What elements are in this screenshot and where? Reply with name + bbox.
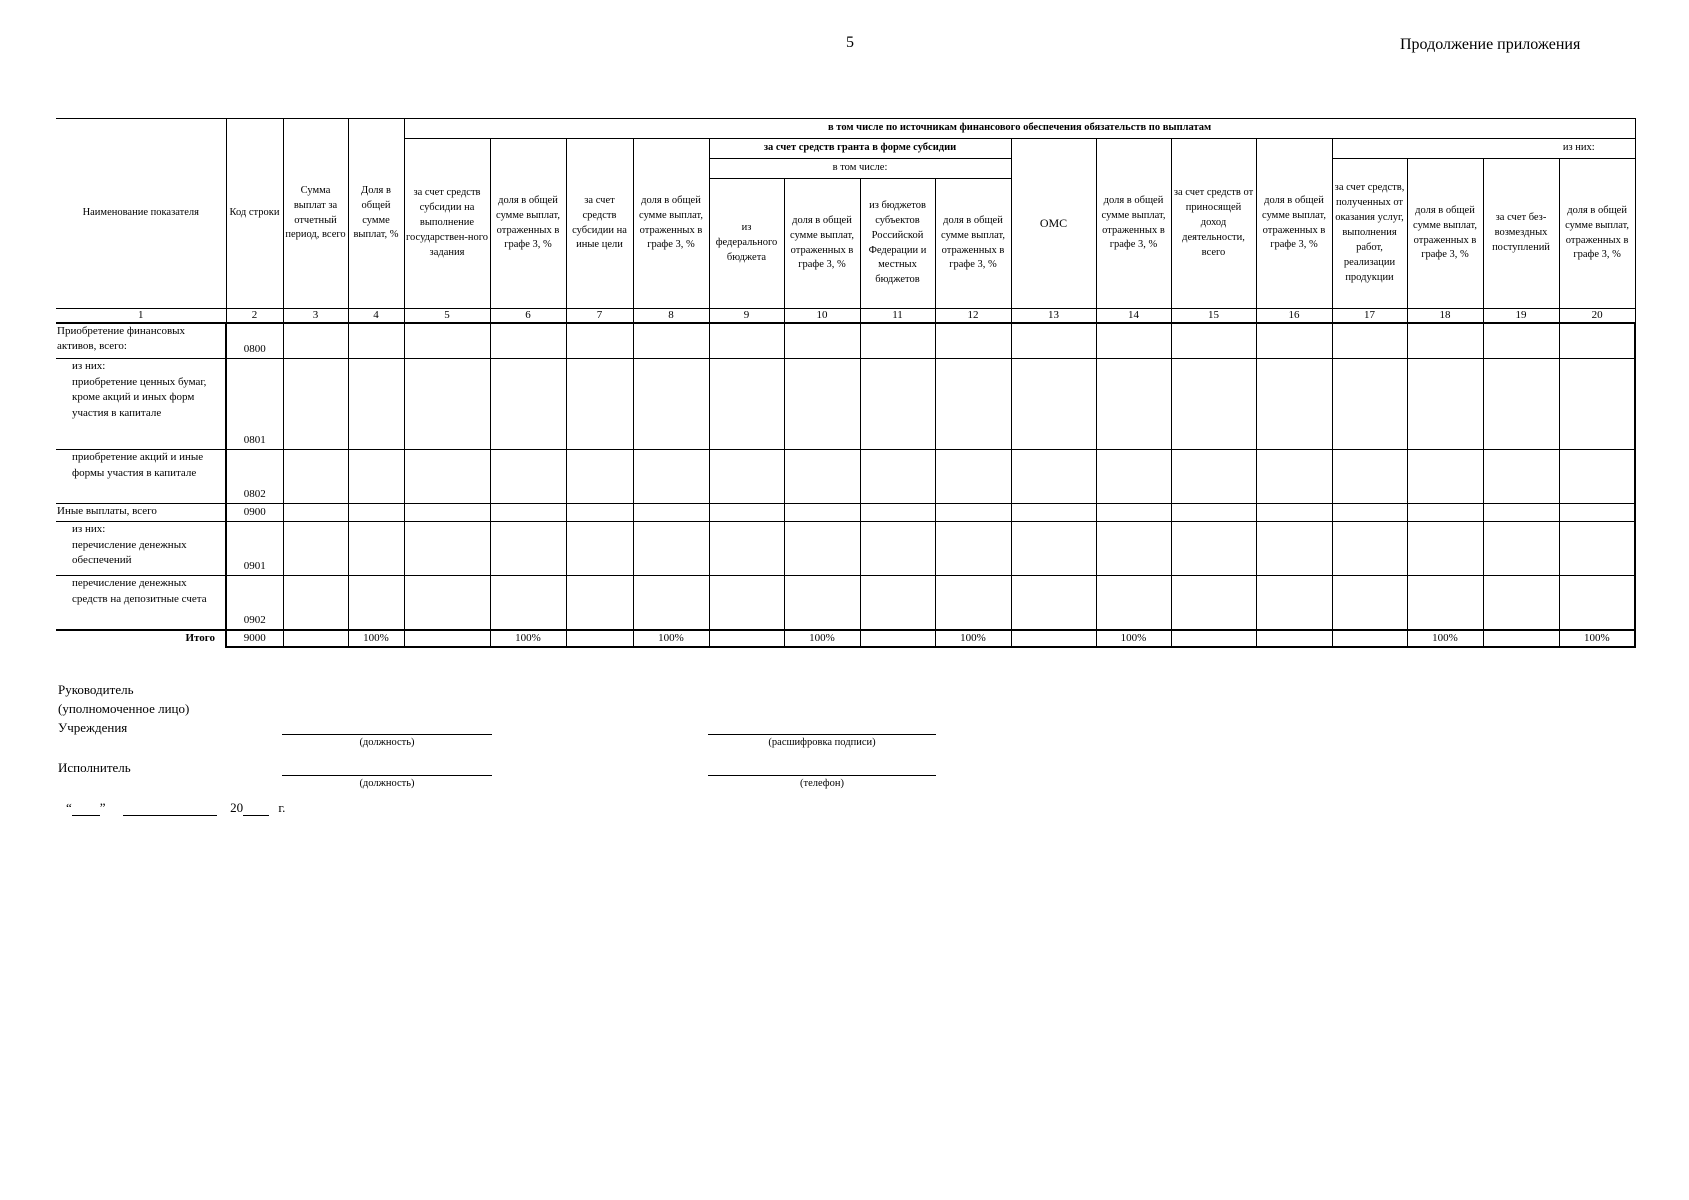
cell[interactable]: [1407, 504, 1483, 522]
executor-phone-caption: (телефон): [800, 778, 844, 789]
header-col15: за счет средств от приносящей доход деятельности, всего: [1171, 139, 1256, 309]
total-pct-col18: 100%: [1407, 630, 1483, 648]
cell[interactable]: [1011, 522, 1096, 576]
total-pct-col8: 100%: [633, 630, 709, 648]
cell[interactable]: [1559, 504, 1635, 522]
cell[interactable]: [490, 450, 566, 504]
cell[interactable]: [935, 504, 1011, 522]
cell[interactable]: [404, 359, 490, 450]
row-name-text: приобретение ценных бумаг, кроме акций и иных форм участия в капитале: [72, 375, 207, 419]
cell[interactable]: [404, 450, 490, 504]
page-number: 5: [846, 34, 854, 51]
cell[interactable]: [860, 359, 935, 450]
cell[interactable]: [1559, 323, 1635, 359]
cell[interactable]: [1407, 359, 1483, 450]
cell[interactable]: [283, 323, 348, 359]
cell[interactable]: [1171, 576, 1256, 630]
header-group-incl: в том числе:: [709, 159, 1011, 179]
cell[interactable]: [1256, 576, 1332, 630]
cell[interactable]: [1256, 359, 1332, 450]
colnum: 20: [1559, 309, 1635, 323]
date-year-suffix: г.: [278, 800, 286, 815]
cell[interactable]: [1407, 522, 1483, 576]
cell[interactable]: [1256, 630, 1332, 648]
row-name-prefix: из них:: [72, 360, 106, 372]
cell[interactable]: [935, 522, 1011, 576]
cell[interactable]: [709, 323, 784, 359]
cell[interactable]: [633, 323, 709, 359]
cell[interactable]: [490, 359, 566, 450]
cell[interactable]: [860, 450, 935, 504]
row-code: 0802: [226, 450, 283, 504]
cell[interactable]: [566, 576, 633, 630]
header-col4: Доля в общей сумме выплат, %: [348, 119, 404, 309]
cell[interactable]: [490, 576, 566, 630]
head-decoding-line[interactable]: [708, 734, 936, 735]
cell[interactable]: [633, 504, 709, 522]
cell[interactable]: [1011, 323, 1096, 359]
cell[interactable]: [283, 630, 348, 648]
header-code: Код строки: [226, 119, 283, 309]
header-col8: доля в общей сумме выплат, отраженных в графе 3, %: [633, 139, 709, 309]
colnum: 2: [226, 309, 283, 323]
colnum: 1: [56, 309, 226, 323]
header-name: Наименование показателя: [56, 119, 226, 309]
continuation-title: Продолжение приложения: [1400, 36, 1581, 53]
cell[interactable]: [348, 522, 404, 576]
cell[interactable]: [1332, 359, 1407, 450]
total-pct-col12: 100%: [935, 630, 1011, 648]
cell[interactable]: [860, 576, 935, 630]
colnum: 7: [566, 309, 633, 323]
cell[interactable]: [784, 359, 860, 450]
cell[interactable]: [784, 504, 860, 522]
header-group-sources: в том числе по источникам финансового обеспечения обязательств по выплатам: [404, 119, 1635, 139]
cell[interactable]: [633, 450, 709, 504]
cell[interactable]: [1483, 522, 1559, 576]
colnum: 5: [404, 309, 490, 323]
total-row: [56, 630, 1635, 648]
cell[interactable]: [1559, 450, 1635, 504]
cell[interactable]: [1171, 359, 1256, 450]
header-col12: доля в общей сумме выплат, отраженных в графе 3, %: [935, 179, 1011, 309]
head-decoding-caption: (расшифровка подписи): [768, 737, 876, 748]
row-code: 0900: [226, 504, 283, 522]
header-group-of-them: из них:: [1332, 139, 1635, 159]
header-col13: ОМС: [1011, 139, 1096, 309]
header-col20: доля в общей сумме выплат, отраженных в графе 3, %: [1559, 159, 1635, 309]
cell[interactable]: [490, 522, 566, 576]
cell[interactable]: [566, 504, 633, 522]
header-col17: за счет средств, полученных от оказания услуг, выполнения работ, реализации продукции: [1332, 159, 1407, 309]
cell[interactable]: [633, 522, 709, 576]
cell[interactable]: [283, 576, 348, 630]
cell[interactable]: [1171, 450, 1256, 504]
colnum: 3: [283, 309, 348, 323]
cell[interactable]: [709, 504, 784, 522]
cell[interactable]: [1483, 630, 1559, 648]
colnum: 19: [1483, 309, 1559, 323]
cell[interactable]: [566, 522, 633, 576]
colnum: 16: [1256, 309, 1332, 323]
cell[interactable]: [1332, 450, 1407, 504]
row-name: Иные выплаты, всего: [56, 504, 226, 522]
cell[interactable]: [566, 323, 633, 359]
cell[interactable]: [633, 359, 709, 450]
colnum: 6: [490, 309, 566, 323]
header-col6: доля в общей сумме выплат, отраженных в графе 3, %: [490, 139, 566, 309]
header-col10: доля в общей сумме выплат, отраженных в графе 3, %: [784, 179, 860, 309]
table-row: [56, 576, 1635, 630]
cell[interactable]: [1096, 504, 1171, 522]
cell[interactable]: [1171, 323, 1256, 359]
cell[interactable]: [1011, 450, 1096, 504]
cell[interactable]: [348, 504, 404, 522]
cell[interactable]: [1096, 522, 1171, 576]
cell[interactable]: [1332, 522, 1407, 576]
date-year-field[interactable]: [243, 802, 269, 816]
cell[interactable]: [1256, 522, 1332, 576]
cell[interactable]: [566, 450, 633, 504]
cell[interactable]: [1483, 504, 1559, 522]
cell[interactable]: [1256, 323, 1332, 359]
executor-label: Исполнитель: [58, 760, 131, 775]
cell[interactable]: [860, 323, 935, 359]
colnum: 9: [709, 309, 784, 323]
cell[interactable]: [1096, 450, 1171, 504]
date-quote-close: ”: [99, 800, 106, 815]
date-day-field[interactable]: [72, 802, 100, 816]
cell[interactable]: [1483, 359, 1559, 450]
row-code: 0801: [226, 359, 283, 450]
total-pct-col10: 100%: [784, 630, 860, 648]
header-col9: из федерального бюджета: [709, 179, 784, 309]
date-year-prefix: 20: [230, 800, 244, 815]
table-row: [56, 450, 1635, 504]
cell[interactable]: [1011, 630, 1096, 648]
payments-table: [56, 118, 1636, 648]
row-name-prefix: из них:: [72, 523, 106, 535]
cell[interactable]: [709, 630, 784, 648]
header-col19: за счет без-возмездных поступлений: [1483, 159, 1559, 309]
cell[interactable]: [709, 576, 784, 630]
colnum: 18: [1407, 309, 1483, 323]
head-block: [58, 680, 189, 737]
table-row: [56, 323, 1635, 359]
cell[interactable]: [1332, 323, 1407, 359]
table-row: [56, 359, 1635, 450]
cell[interactable]: [860, 504, 935, 522]
cell[interactable]: [1407, 576, 1483, 630]
cell[interactable]: [1011, 576, 1096, 630]
cell[interactable]: [1332, 576, 1407, 630]
cell[interactable]: [784, 576, 860, 630]
total-code: 9000: [226, 630, 283, 648]
header-col5: за счет средств субсидии на выполнение государствен-ного задания: [404, 139, 490, 309]
date-month-field[interactable]: [123, 802, 217, 816]
total-pct-col4: 100%: [348, 630, 404, 648]
cell[interactable]: [784, 522, 860, 576]
header-group-grant: за счет средств гранта в форме субсидии: [709, 139, 1011, 159]
cell[interactable]: [348, 450, 404, 504]
cell[interactable]: [935, 359, 1011, 450]
total-pct-col14: 100%: [1096, 630, 1171, 648]
row-name: Приобретение финансовых активов, всего:: [56, 323, 226, 359]
cell[interactable]: [1559, 522, 1635, 576]
header-col14: доля в общей сумме выплат, отраженных в графе 3, %: [1096, 139, 1171, 309]
header-col16: доля в общей сумме выплат, отраженных в графе 3, %: [1256, 139, 1332, 309]
header-col18: доля в общей сумме выплат, отраженных в графе 3, %: [1407, 159, 1483, 309]
executor-position-line[interactable]: [282, 775, 492, 776]
cell[interactable]: [1096, 576, 1171, 630]
cell[interactable]: [1256, 450, 1332, 504]
executor-position-caption: (должность): [359, 778, 415, 789]
table-row: [56, 504, 1635, 522]
cell[interactable]: [1483, 450, 1559, 504]
cell[interactable]: [1171, 504, 1256, 522]
cell[interactable]: [860, 522, 935, 576]
cell[interactable]: [1011, 504, 1096, 522]
cell[interactable]: [784, 450, 860, 504]
cell[interactable]: [633, 576, 709, 630]
colnum: 4: [348, 309, 404, 323]
cell[interactable]: [935, 576, 1011, 630]
cell[interactable]: [404, 522, 490, 576]
cell[interactable]: [1559, 576, 1635, 630]
cell[interactable]: [490, 504, 566, 522]
cell[interactable]: [1096, 323, 1171, 359]
cell[interactable]: [348, 359, 404, 450]
cell[interactable]: [404, 576, 490, 630]
cell[interactable]: [490, 323, 566, 359]
total-label: Итого: [56, 630, 226, 648]
header-col7: за счет средств субсидии на иные цели: [566, 139, 633, 309]
cell[interactable]: [283, 450, 348, 504]
cell[interactable]: [404, 630, 490, 648]
cell[interactable]: [1559, 359, 1635, 450]
row-name: приобретение акций и иные формы участия в капитале: [56, 450, 226, 504]
column-numbers-row: [56, 309, 1635, 323]
cell[interactable]: [784, 323, 860, 359]
cell[interactable]: [1407, 323, 1483, 359]
cell[interactable]: [860, 630, 935, 648]
head-position-line[interactable]: [282, 734, 492, 735]
cell[interactable]: [1011, 359, 1096, 450]
colnum: 8: [633, 309, 709, 323]
cell[interactable]: [1096, 359, 1171, 450]
cell[interactable]: [566, 359, 633, 450]
cell[interactable]: [1483, 323, 1559, 359]
cell[interactable]: [348, 576, 404, 630]
cell[interactable]: [566, 630, 633, 648]
cell[interactable]: [1483, 576, 1559, 630]
colnum: 17: [1332, 309, 1407, 323]
colnum: 12: [935, 309, 1011, 323]
cell[interactable]: [283, 522, 348, 576]
cell[interactable]: [935, 323, 1011, 359]
cell[interactable]: [404, 504, 490, 522]
cell[interactable]: [1256, 504, 1332, 522]
row-code: 0800: [226, 323, 283, 359]
cell[interactable]: [348, 323, 404, 359]
colnum: 15: [1171, 309, 1256, 323]
colnum: 10: [784, 309, 860, 323]
cell[interactable]: [709, 522, 784, 576]
executor-phone-line[interactable]: [708, 775, 936, 776]
row-name-text: перечисление денежных обеспечений: [72, 538, 187, 567]
cell[interactable]: [283, 359, 348, 450]
date-quote-open: “: [66, 800, 72, 815]
row-name: перечисление денежных средств на депозитные счета: [56, 576, 226, 630]
row-code: 0901: [226, 522, 283, 576]
colnum: 11: [860, 309, 935, 323]
row-name: [56, 359, 226, 450]
cell[interactable]: [935, 450, 1011, 504]
cell[interactable]: [1171, 522, 1256, 576]
cell[interactable]: [709, 359, 784, 450]
head-label-1: Руководитель: [58, 682, 134, 697]
head-position-caption: (должность): [359, 737, 415, 748]
cell[interactable]: [1407, 450, 1483, 504]
header-col3: Сумма выплат за отчетный период, всего: [283, 119, 348, 309]
cell[interactable]: [709, 450, 784, 504]
total-pct-col6: 100%: [490, 630, 566, 648]
colnum: 13: [1011, 309, 1096, 323]
cell[interactable]: [1332, 630, 1407, 648]
row-name: [56, 522, 226, 576]
row-code: 0902: [226, 576, 283, 630]
cell[interactable]: [1332, 504, 1407, 522]
head-label-2: (уполномоченное лицо): [58, 701, 190, 716]
cell[interactable]: [283, 504, 348, 522]
date-row: [62, 800, 285, 816]
header-col11: из бюджетов субъектов Российской Федерации и местных бюджетов: [860, 179, 935, 309]
cell[interactable]: [1171, 630, 1256, 648]
total-pct-col20: 100%: [1559, 630, 1635, 648]
head-label-3: Учреждения: [58, 720, 128, 735]
colnum: 14: [1096, 309, 1171, 323]
table-row: [56, 522, 1635, 576]
cell[interactable]: [404, 323, 490, 359]
